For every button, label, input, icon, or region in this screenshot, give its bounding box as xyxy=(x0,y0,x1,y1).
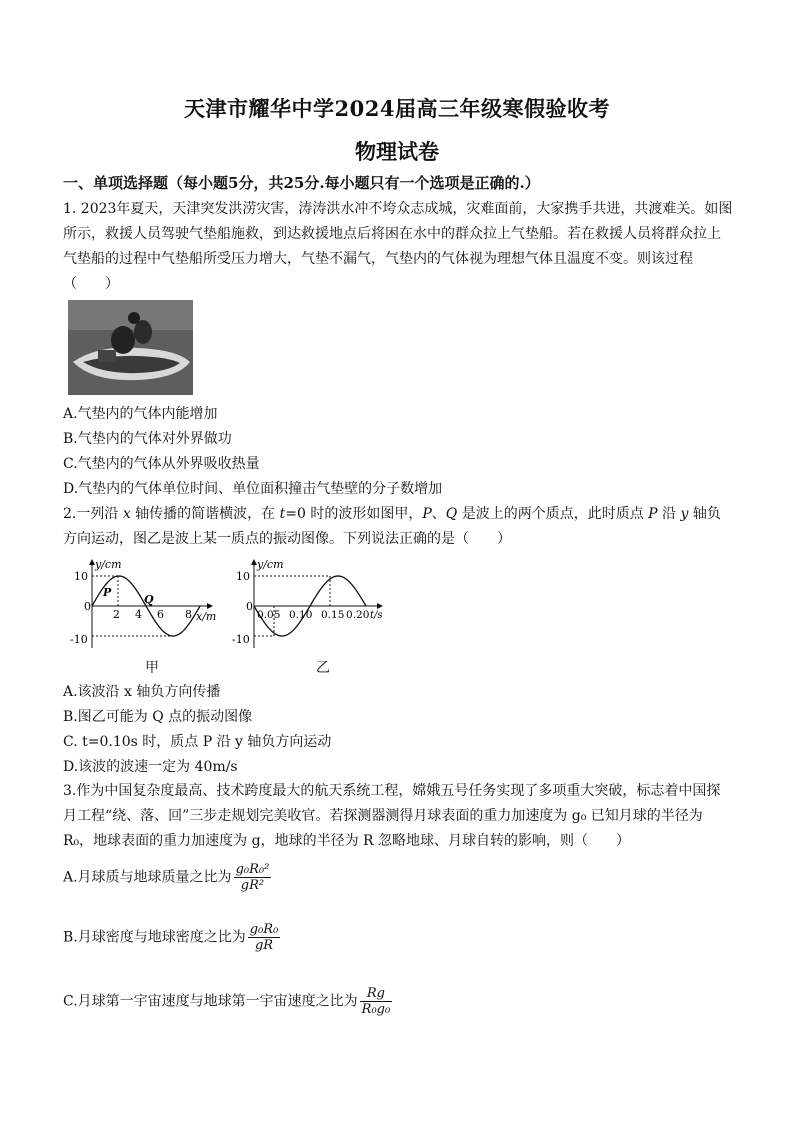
q3-option-b: B.月球密度与地球密度之比为 $\frac{\text{g₀R₀}}{gR}$ xyxy=(63,922,279,953)
exam-title: 天津市耀华中学2024届高三年级寒假验收考 xyxy=(184,96,610,121)
graph-a-caption: 甲 xyxy=(145,660,159,676)
point-p-label: P xyxy=(103,586,112,599)
hovercraft-rescue-photo xyxy=(68,300,193,395)
y-tick-neg10: -10 xyxy=(70,633,88,646)
q2-option-a: A.该波沿 x 轴负方向传播 xyxy=(63,684,221,700)
q1-option-d: D.气垫内的气体单位时间、单位面积撞击气垫壁的分子数增加 xyxy=(63,481,443,497)
q1-option-c: C.气垫内的气体从外界吸收热量 xyxy=(63,456,260,472)
graph-b-caption: 乙 xyxy=(316,660,330,676)
vibration-graph-b xyxy=(232,556,392,656)
q3-option-a: A.月球质与地球质量之比为 $\frac{\text{g₀R₀²}}{\text{gR²}}$ xyxy=(63,862,270,893)
point-q-label: Q xyxy=(144,593,154,606)
fraction: $\frac{\text{g₀R₀}}{gR}$ xyxy=(249,922,279,953)
t-tick-020: 0.20 xyxy=(346,609,370,621)
t-tick-010: 0.10 xyxy=(289,609,313,621)
x-tick-4: 4 xyxy=(135,608,142,621)
question-2-text: 2.一列沿 x 轴传播的简谐横波，在 t=0 时的波形如图甲，P、Q 是波上的两个质点，此时质点 P 沿 y 轴负方向运动，图乙是波上某一质点的振动图像。下列说法正确的是（ ） xyxy=(63,506,721,547)
y-tick-10: 10 xyxy=(236,570,250,583)
q1-option-a: A.气垫内的气体内能增加 xyxy=(63,406,218,422)
q2-option-b: B.图乙可能为 Q 点的振动图像 xyxy=(63,709,253,725)
x-tick-8: 8 xyxy=(185,608,192,621)
x-axis-label: x/m xyxy=(196,610,217,623)
fraction: $\frac{Rg}{\text{R₀g₀}}$ xyxy=(361,986,391,1017)
q2-option-c: C. t=0.10s 时，质点 P 沿 y 轴负方向运动 xyxy=(63,734,332,750)
wave-graph-a xyxy=(72,556,222,656)
x-tick-2: 2 xyxy=(113,608,120,621)
fraction: $\frac{\text{g₀R₀²}}{\text{gR²}}$ xyxy=(235,862,270,893)
origin-label: 0 xyxy=(84,600,91,613)
t-tick-005: 0.05 xyxy=(257,609,281,621)
origin-label: 0 xyxy=(246,600,253,613)
question-3-text: 3.作为中国复杂度最高、技术跨度最大的航天系统工程，嫦娥五号任务实现了多项重大突破，标志着中国探月工程“绕、落、回”三步走规划完美收官。若探测器测得月球表面的重力加速度为 g₀ 已知月球的半径为 R₀，地球表面的重力加速度为 g，地球的半径为 R 忽略地球、月球自转的影响，则（ ） xyxy=(63,783,721,849)
section-heading: 一、单项选择题（每小题5分，共25分.每小题只有一个选项是正确的.） xyxy=(63,174,540,192)
question-1-text: 1. 2023年夏天，天津突发洪涝灾害，涛涛洪水冲不垮众志成城，灾难面前，大家携手共进，共渡难关。如图所示，救援人员驾驶气垫船施救，到达救援地点后将困在水中的群众拉上气垫船。若在救援人员将群众拉上气垫船的过程中气垫船所受压力增大，气垫不漏气，气垫内的气体视为理想气体且温度不变。则该过程（ ） xyxy=(63,201,733,292)
y-axis-label: y/cm xyxy=(95,558,122,571)
q1-option-b: B.气垫内的气体对外界做功 xyxy=(63,431,232,447)
t-tick-015: 0.15 xyxy=(321,609,345,621)
y-axis-label: y/cm xyxy=(257,558,284,571)
y-tick-10: 10 xyxy=(74,570,88,583)
x-tick-6: 6 xyxy=(157,608,164,621)
exam-subtitle: 物理试卷 xyxy=(355,139,439,164)
x-axis-label: t/s xyxy=(370,610,383,621)
q3-option-c: C.月球第一宇宙速度与地球第一宇宙速度之比为 $\frac{Rg}{\text{R₀g₀}}$ xyxy=(63,986,391,1017)
q2-option-d: D.该波的波速一定为 40m/s xyxy=(63,759,238,775)
y-tick-neg10: -10 xyxy=(232,633,250,646)
